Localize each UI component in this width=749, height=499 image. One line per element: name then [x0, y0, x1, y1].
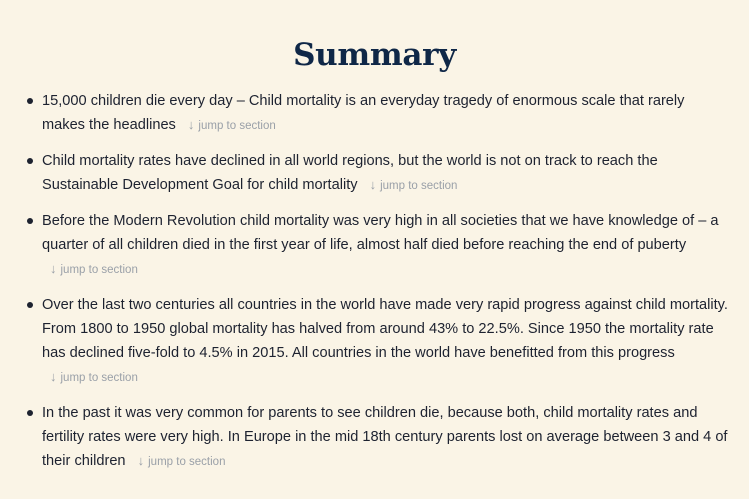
list-item-text: Child mortality rates have declined in all world regions, but the world is not on track to reach the Sustainable Development Goal for child mortality: [42, 153, 658, 193]
jump-label: jump to section: [380, 180, 458, 192]
jump-to-section-link[interactable]: [188, 113, 276, 138]
down-arrow-icon: ↓: [369, 177, 377, 192]
jump-label: jump to section: [148, 456, 226, 468]
bullet-dot-icon: [27, 98, 33, 104]
list-item-text: Over the last two centuries all countries in the world have made very rapid progress against child mortality. From 1800 to 1950 global mortality has halved from around 43% to 22.5%. Since 1950 the mortality rate has declined five-fold to 4.5% in 2015. All countries in the world have benefitted from this progress: [42, 297, 728, 361]
bullet-dot-icon: [27, 302, 33, 308]
list-item-text: Before the Modern Revolution child mortality was very high in all societies that we have knowledge of – a quarter of all children died in the first year of life, almost half died before reaching the end of puberty: [42, 213, 719, 253]
page-title: Summary: [293, 36, 456, 73]
jump-to-section-link[interactable]: [138, 449, 226, 474]
jump-label: jump to section: [198, 120, 276, 132]
jump-to-section-link[interactable]: [50, 365, 138, 390]
jump-to-section-link[interactable]: [50, 257, 138, 282]
summary-list: [0, 89, 749, 485]
down-arrow-icon: ↓: [50, 369, 57, 384]
list-item: [0, 209, 749, 282]
list-item: [0, 89, 749, 138]
list-item: [0, 149, 749, 198]
jump-label: jump to section: [60, 264, 138, 276]
down-arrow-icon: ↓: [187, 117, 195, 132]
jump-to-section-link[interactable]: [370, 173, 458, 198]
down-arrow-icon: ↓: [50, 261, 57, 276]
down-arrow-icon: ↓: [137, 453, 145, 468]
list-item-text: 15,000 children die every day – Child mortality is an everyday tragedy of enormous scale that rarely makes the headlines: [42, 93, 685, 133]
bullet-dot-icon: [27, 218, 33, 224]
bullet-dot-icon: [27, 410, 33, 416]
bullet-dot-icon: [27, 158, 33, 164]
jump-label: jump to section: [60, 372, 138, 384]
list-item: [0, 401, 749, 474]
list-item: [0, 293, 749, 390]
list-item-text: In the past it was very common for parents to see children die, because both, child mortality rates and fertility rates were very high. In Europe in the mid 18th century parents lost on average between 3 and 4 of their children: [42, 405, 728, 469]
